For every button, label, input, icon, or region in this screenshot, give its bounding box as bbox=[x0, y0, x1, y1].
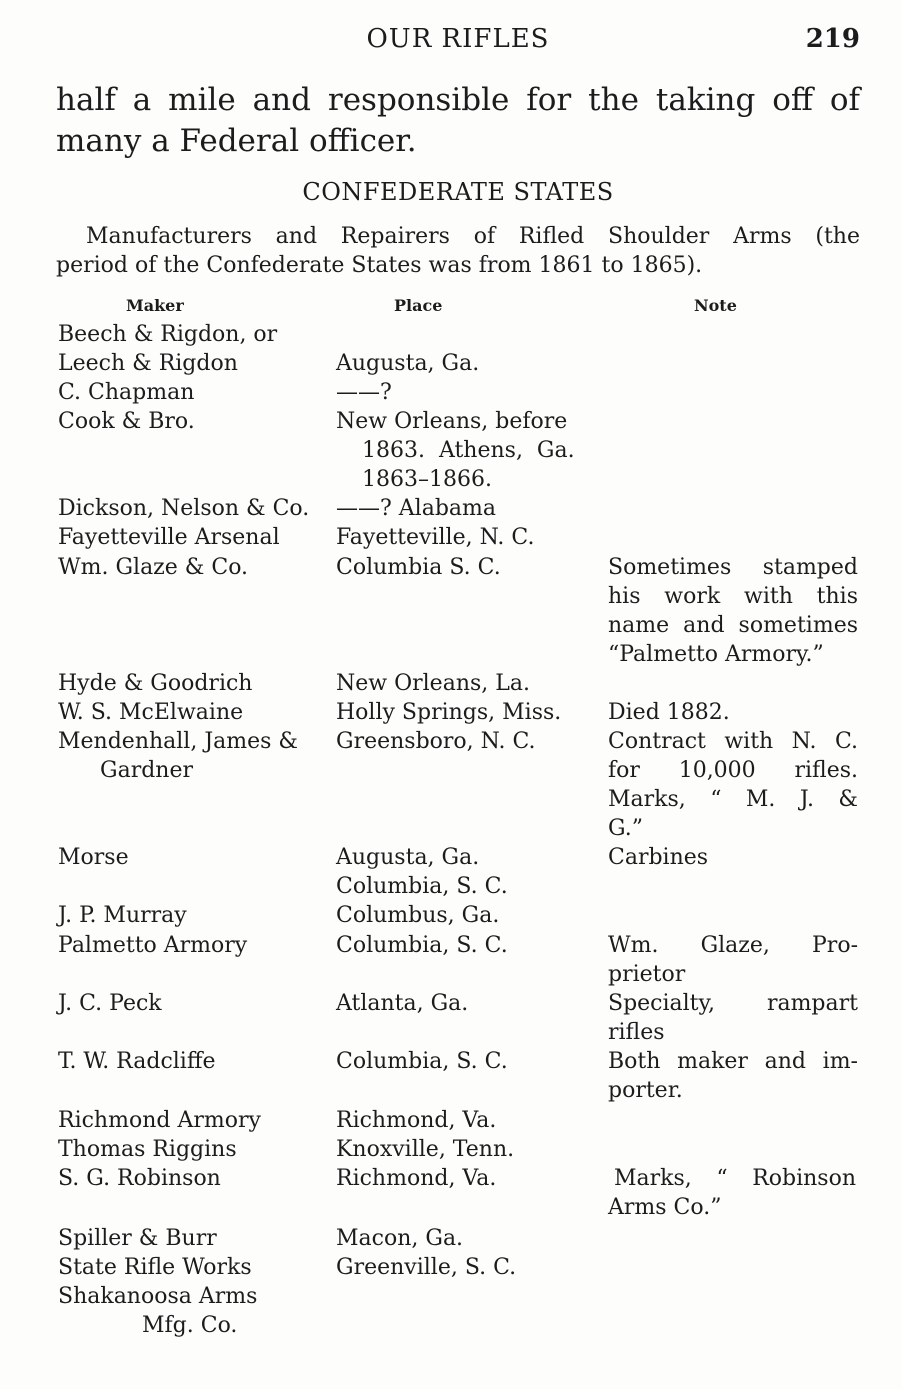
note-cell: porter. bbox=[608, 1078, 683, 1103]
place-cell: Augusta, Ga. bbox=[336, 351, 480, 376]
note-cell: Carbines bbox=[608, 845, 709, 870]
note-cell: Contract with N. C. bbox=[608, 729, 858, 754]
running-title: OUR RIFLES bbox=[366, 24, 550, 54]
maker-cell: Gardner bbox=[100, 758, 193, 783]
column-header-note: Note bbox=[694, 296, 737, 315]
note-cell: prietor bbox=[608, 962, 686, 987]
description-line-1: Manufacturers and Repairers of Rifled Shoulder Arms (the bbox=[86, 224, 860, 249]
page-number: 219 bbox=[805, 24, 860, 54]
section-description bbox=[56, 222, 860, 280]
place-cell: Columbia S. C. bbox=[336, 555, 501, 580]
running-head bbox=[56, 22, 860, 58]
note-cell: Wm. Glaze, Pro- bbox=[608, 933, 858, 958]
maker-cell: Fayetteville Arsenal bbox=[58, 525, 280, 550]
maker-cell: W. S. McElwaine bbox=[58, 700, 244, 725]
note-cell: “Palmetto Armory.” bbox=[608, 642, 824, 667]
place-cell: Columbus, Ga. bbox=[336, 903, 500, 928]
place-cell: 1863. Athens, Ga. bbox=[362, 438, 575, 463]
place-cell: Atlanta, Ga. bbox=[336, 991, 469, 1016]
column-header-place: Place bbox=[394, 296, 443, 315]
maker-cell: Cook & Bro. bbox=[58, 409, 195, 434]
maker-cell: S. G. Robinson bbox=[58, 1166, 221, 1191]
place-cell: Macon, Ga. bbox=[336, 1226, 464, 1251]
maker-cell: Beech & Rigdon, or bbox=[58, 322, 278, 347]
place-cell: Columbia, S. C. bbox=[336, 874, 508, 899]
place-cell: Richmond, Va. bbox=[336, 1108, 497, 1133]
place-cell: ——? Alabama bbox=[336, 496, 497, 521]
maker-cell: Richmond Armory bbox=[58, 1108, 261, 1133]
maker-cell: T. W. Radcliffe bbox=[58, 1049, 216, 1074]
place-cell: Columbia, S. C. bbox=[336, 1049, 508, 1074]
place-cell: Richmond, Va. bbox=[336, 1166, 497, 1191]
note-cell: Marks, “ M. J. & bbox=[608, 787, 858, 812]
maker-cell: J. C. Peck bbox=[58, 991, 162, 1016]
maker-cell: State Rifle Works bbox=[58, 1255, 252, 1280]
note-cell: name and sometimes bbox=[608, 613, 858, 638]
maker-cell: Thomas Riggins bbox=[58, 1137, 237, 1162]
note-cell: his work with this bbox=[608, 584, 858, 609]
intro-line-2: many a Federal officer. bbox=[56, 123, 417, 159]
place-cell: Knoxville, Tenn. bbox=[336, 1137, 515, 1162]
note-cell: Marks, “ Robinson bbox=[614, 1166, 856, 1191]
note-cell: for 10,000 rifles. bbox=[608, 758, 858, 783]
maker-cell: Morse bbox=[58, 845, 129, 870]
note-cell: Sometimes stamped bbox=[608, 555, 858, 580]
place-cell: New Orleans, before bbox=[336, 409, 568, 434]
intro-paragraph bbox=[56, 80, 860, 162]
note-cell: Died 1882. bbox=[608, 700, 730, 725]
maker-cell: Spiller & Burr bbox=[58, 1226, 217, 1251]
maker-cell: J. P. Murray bbox=[58, 903, 187, 928]
maker-cell: Shakanoosa Arms bbox=[58, 1284, 258, 1309]
place-cell: 1863–1866. bbox=[362, 467, 492, 492]
note-cell: Arms Co.” bbox=[608, 1195, 722, 1220]
place-cell: Fayetteville, N. C. bbox=[336, 525, 535, 550]
note-cell: Both maker and im- bbox=[608, 1049, 858, 1074]
maker-cell: Mendenhall, James & bbox=[58, 729, 299, 754]
note-cell: Specialty, rampart bbox=[608, 991, 858, 1016]
place-cell: Greenville, S. C. bbox=[336, 1255, 517, 1280]
place-cell: New Orleans, La. bbox=[336, 671, 530, 696]
maker-cell: Mfg. Co. bbox=[142, 1313, 238, 1338]
maker-cell: C. Chapman bbox=[58, 380, 195, 405]
place-cell: Holly Springs, Miss. bbox=[336, 700, 562, 725]
place-cell: Greensboro, N. C. bbox=[336, 729, 536, 754]
maker-cell: Hyde & Goodrich bbox=[58, 671, 253, 696]
column-header-maker: Maker bbox=[126, 296, 184, 315]
description-line-2: period of the Confederate States was from 1861 to 1865). bbox=[56, 253, 703, 278]
maker-cell: Leech & Rigdon bbox=[58, 351, 238, 376]
maker-cell: Wm. Glaze & Co. bbox=[58, 555, 249, 580]
note-cell: rifles bbox=[608, 1020, 665, 1045]
place-cell: Columbia, S. C. bbox=[336, 933, 508, 958]
maker-cell: Palmetto Armory bbox=[58, 933, 248, 958]
note-cell: G.” bbox=[608, 816, 644, 841]
intro-line-1: half a mile and responsible for the taking off of bbox=[56, 82, 860, 118]
place-cell: ——? bbox=[336, 380, 392, 405]
place-cell: Augusta, Ga. bbox=[336, 845, 480, 870]
maker-cell: Dickson, Nelson & Co. bbox=[58, 496, 310, 521]
section-heading: CONFEDERATE STATES bbox=[302, 178, 614, 206]
